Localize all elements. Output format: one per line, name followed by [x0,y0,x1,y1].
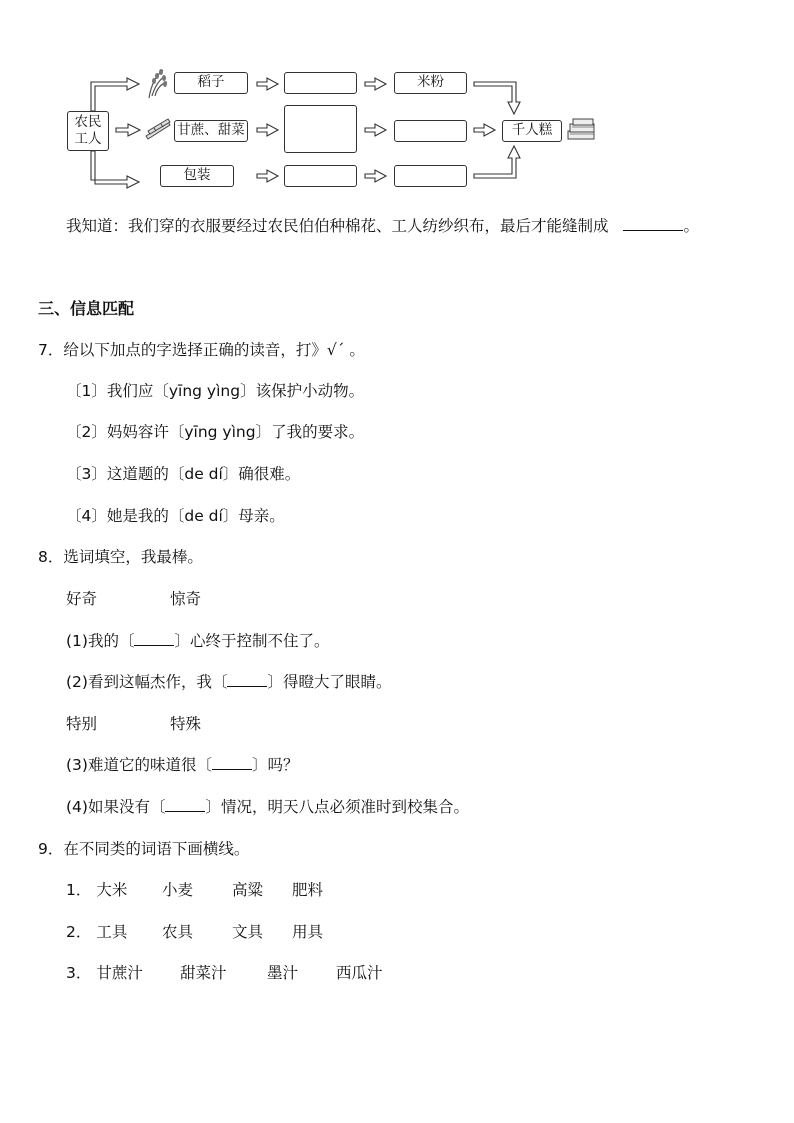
q8-word-2: 惊奇 [170,590,202,608]
flow-box-blank-bot-2[interactable] [394,165,467,187]
q7-item-3: 〔3〕这道题的〔de dí〕确很难。 [66,465,301,483]
q8-sentence-3 [66,755,298,775]
q7-item-4: 〔4〕她是我的〔de dí〕母亲。 [66,507,285,525]
q9-word[interactable]: 小麦 [162,881,194,899]
q9-row-num: 2． [66,923,92,941]
q9-word[interactable]: 用具 [292,923,324,941]
q9-row-num: 3． [66,964,92,982]
q9-row-2 [66,922,324,942]
know-line-blank[interactable] [623,216,683,231]
q8-s4-blank[interactable] [165,797,205,812]
q8-word-1: 好奇 [66,590,98,608]
q8-s3-post: 〕吗？ [251,756,299,774]
cake-icon [566,118,598,142]
q8-s3-blank[interactable] [212,755,252,770]
q8-s2-post: 〕得瞪大了眼睛。 [267,673,392,691]
q8-s2-blank[interactable] [227,672,267,687]
q9-word[interactable]: 肥料 [292,881,324,899]
sugarcane-icon [144,118,172,140]
q8-s4-pre: (4)如果没有〔 [66,798,166,816]
q8-s1-pre: (1)我的〔 [66,632,135,650]
q9-word[interactable]: 甜菜汁 [180,964,227,982]
q9-word[interactable]: 文具 [232,923,264,941]
rice-stalk-icon [143,66,169,100]
flow-box-qianrengao: 千人糕 [502,120,562,142]
q9-word[interactable]: 墨汁 [267,964,299,982]
q8-s1-post: 〕心终于控制不住了。 [174,632,330,650]
section-title: 三、信息匹配 [38,299,135,318]
flow-box-blank-mid-2[interactable] [394,120,467,142]
q7-item-1: 〔1〕我们应〔yīng yìng〕该保护小动物。 [66,382,365,400]
q8-s1-blank[interactable] [134,631,174,646]
q9-row-num: 1． [66,881,92,899]
q8-s3-pre: (3)难道它的味道很〔 [66,756,212,774]
q7-stem: 7．给以下加点的字选择正确的读音，打》√ˊ 。 [38,341,365,359]
flow-box-rice-noodle: 米粉 [394,72,467,94]
q8-s2-pre: (2)看到这幅杰作，我〔 [66,673,228,691]
flow-box-blank-bot-1[interactable] [284,165,357,187]
flow-box-blank-top-1[interactable] [284,72,357,94]
q8-sentence-2 [66,672,391,692]
know-line-text: 我知道：我们穿的衣服要经过农民伯伯种棉花、工人纺纱织布，最后才能缝制成 [66,217,609,235]
q9-word[interactable]: 高粱 [232,881,264,899]
q8-word-4: 特殊 [170,715,202,733]
know-line-end: 。 [683,217,699,235]
flow-box-sugar: 甘蔗、甜菜 [174,120,248,142]
q9-word[interactable]: 农具 [162,923,194,941]
q8-s4-post: 〕情况，明天八点必须准时到校集合。 [205,798,469,816]
know-line [66,216,699,236]
q9-word[interactable]: 工具 [96,923,128,941]
flow-box-rice: 稻子 [174,72,248,94]
q9-word[interactable]: 甘蔗汁 [96,964,143,982]
flow-box-blank-mid-1[interactable] [284,105,357,153]
flow-box-package: 包装 [160,165,234,187]
q9-stem: 9．在不同类的词语下画横线。 [38,840,250,858]
q9-word[interactable]: 大米 [96,881,128,899]
q8-stem: 8．选词填空，我最棒。 [38,548,203,566]
q8-sentence-1 [66,631,329,651]
q7-item-2: 〔2〕妈妈容许〔yīng yìng〕了我的要求。 [66,423,365,441]
q9-row-3 [66,963,383,983]
q9-word[interactable]: 西瓜汁 [336,964,383,982]
source-box: 农民 工人 [67,111,109,151]
q9-row-1 [66,880,324,900]
q8-sentence-4 [66,797,469,817]
q8-word-3: 特别 [66,715,98,733]
